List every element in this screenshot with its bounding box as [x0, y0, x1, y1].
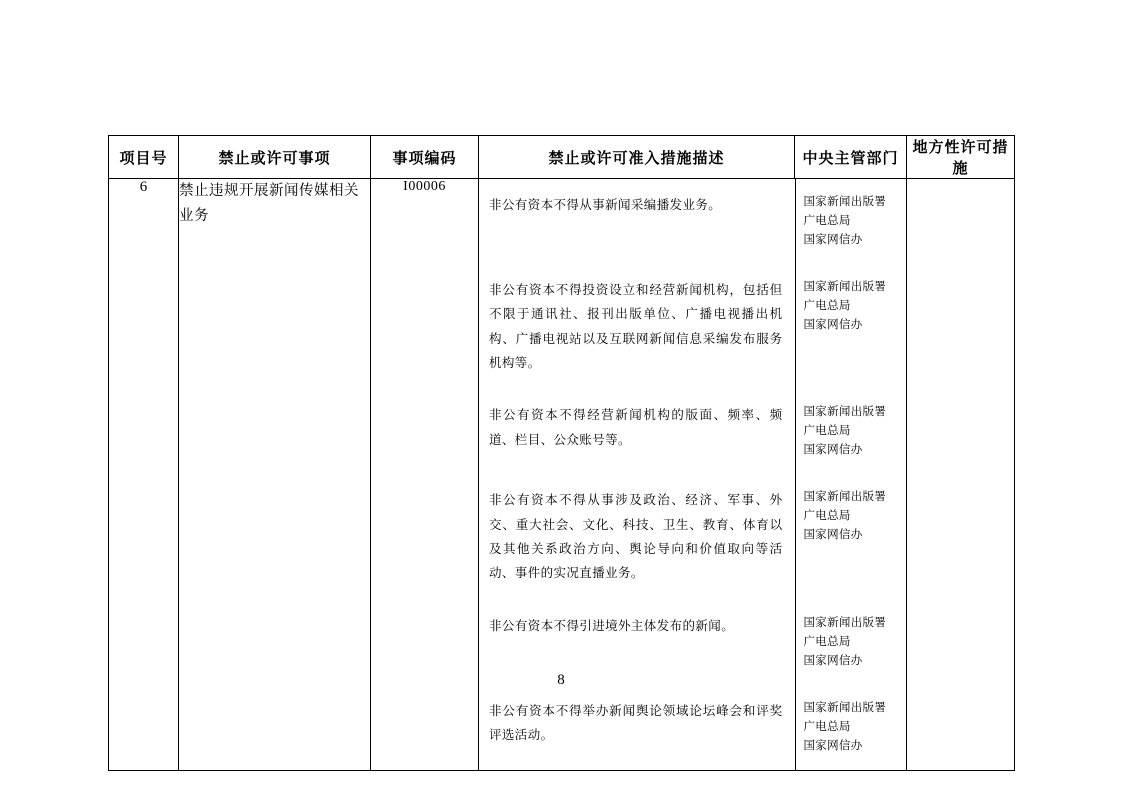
- department-name: 国家新闻出版署: [803, 280, 887, 293]
- measure-row: [479, 179, 907, 264]
- header-measure-description: 禁止或许可准入措施描述: [479, 136, 795, 179]
- department-name: 国家新闻出版署: [803, 406, 887, 419]
- department-name: 国家新闻出版署: [803, 616, 887, 629]
- measure-row: [479, 685, 907, 770]
- department-name: 国家新闻出版署: [803, 491, 887, 504]
- measure-description: 非公有资本不得引进境外主体发布的新闻。: [479, 600, 795, 685]
- measure-departments: [795, 264, 907, 390]
- measure-departments: [795, 179, 907, 264]
- department-name: 广电总局: [803, 214, 851, 227]
- department-name: 广电总局: [803, 299, 851, 312]
- page-number: 8: [557, 672, 565, 688]
- measure-departments: [795, 685, 907, 770]
- cell-prohibited-item: 禁止违规开展新闻传媒相关业务: [179, 179, 371, 771]
- header-item-code: 事项编码: [371, 136, 479, 179]
- department-name: 国家网信办: [803, 739, 863, 752]
- cell-item-code: I00006: [371, 179, 479, 771]
- measure-departments: [795, 474, 907, 600]
- department-name: 广电总局: [803, 425, 851, 438]
- department-name: 广电总局: [803, 510, 851, 523]
- header-central-department: 中央主管部门: [795, 136, 907, 179]
- cell-project-number: 6: [109, 179, 179, 771]
- measure-description: 非公有资本不得投资设立和经营新闻机构，包括但不限于通讯社、报刊出版单位、广播电视播出机构、广播电视站以及互联网新闻信息采编发布服务机构等。: [479, 264, 795, 390]
- header-prohibited-item: 禁止或许可事项: [179, 136, 371, 179]
- measure-row: [479, 389, 907, 474]
- header-local-measures: 地方性许可措施: [907, 136, 1015, 179]
- department-name: 国家网信办: [803, 654, 863, 667]
- measure-description: 非公有资本不得从事涉及政治、经济、军事、外交、重大社会、文化、科技、卫生、教育、体育以及其他关系政治方向、舆论导向和价值取向等活动、事件的实况直播业务。: [479, 474, 795, 600]
- header-project-number: 项目号: [109, 136, 179, 179]
- department-name: 广电总局: [803, 720, 851, 733]
- department-name: 国家网信办: [803, 529, 863, 542]
- department-name: 国家网信办: [803, 444, 863, 457]
- measure-row: [479, 474, 907, 600]
- measure-description: 非公有资本不得举办新闻舆论领域论坛峰会和评奖评选活动。: [479, 685, 795, 770]
- table-header-row: [109, 136, 1015, 179]
- department-name: 国家网信办: [803, 318, 863, 331]
- measure-departments: [795, 389, 907, 474]
- department-name: 广电总局: [803, 635, 851, 648]
- department-name: 国家新闻出版署: [803, 701, 887, 714]
- department-name: 国家网信办: [803, 233, 863, 246]
- measure-row: [479, 264, 907, 390]
- department-name: 国家新闻出版署: [803, 196, 887, 208]
- measure-description: 非公有资本不得经营新闻机构的版面、频率、频道、栏目、公众账号等。: [479, 389, 795, 474]
- measure-description: 非公有资本不得从事新闻采编播发业务。: [479, 179, 795, 264]
